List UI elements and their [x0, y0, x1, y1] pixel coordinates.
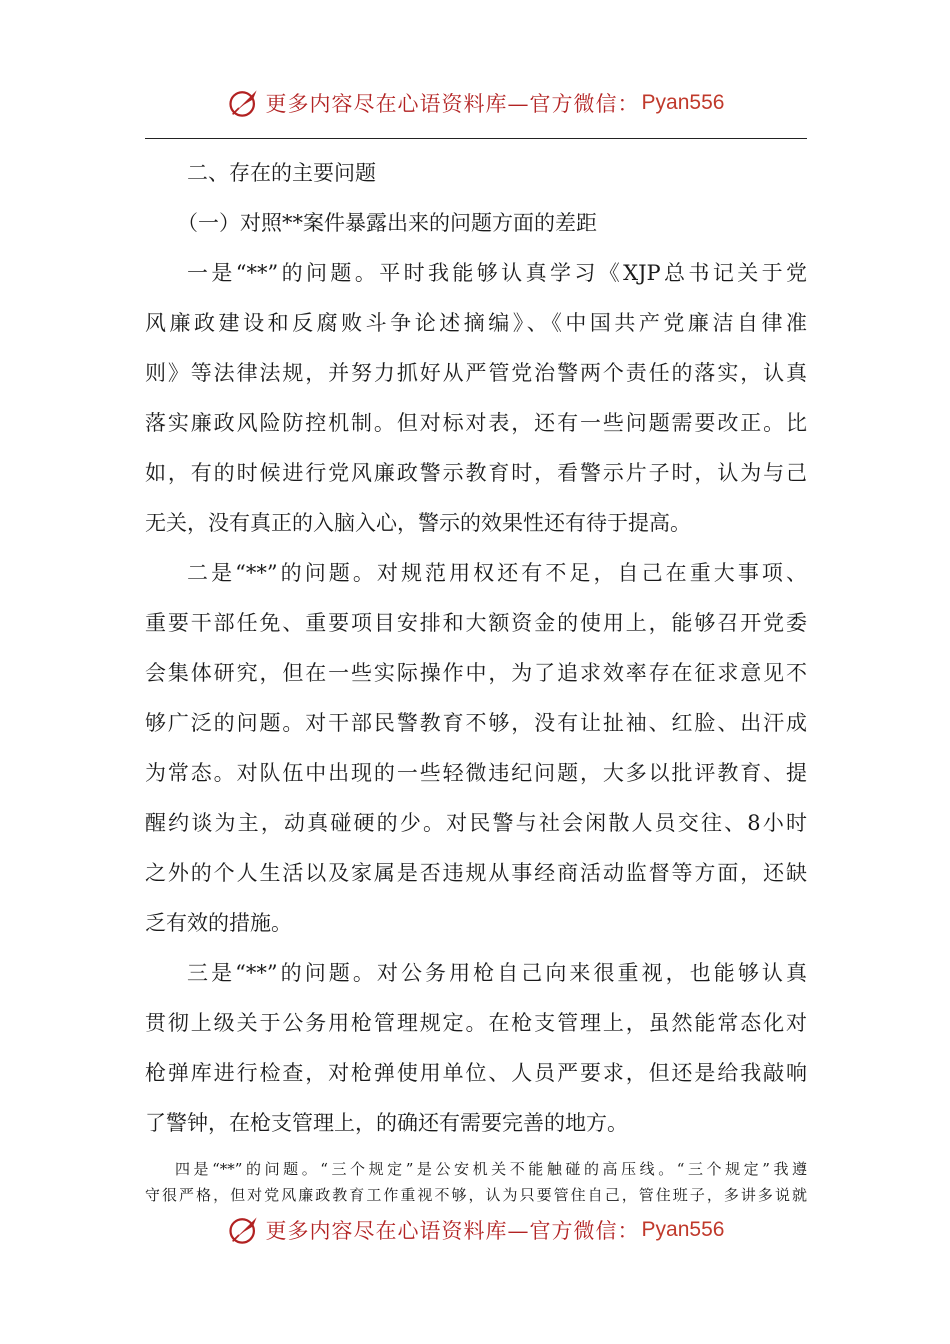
paragraph-line: 贯彻上级关于公务用枪管理规定。在枪支管理上，虽然能常态化对	[145, 1011, 807, 1035]
section-heading: 二、存在的主要问题	[187, 161, 376, 185]
paragraph-line: 枪弹库进行检查，对枪弹使用单位、人员严要求，但还是给我敲响	[145, 1061, 807, 1085]
paragraph-line: 风廉政建设和反腐败斗争论述摘编》、《中国共产党廉洁自律准	[145, 311, 807, 335]
paragraph-line: 为常态。对队伍中出现的一些轻微违纪问题，大多以批评教育、提	[145, 761, 807, 785]
watermark-handle: Pyan556	[641, 1218, 725, 1241]
small-paragraph-line: 守很严格，但对党风廉政教育工作重视不够，认为只要管住自己，管住班子，多讲多说就	[145, 1186, 807, 1204]
paragraph-line: 一是“**”的问题。平时我能够认真学习《XJP总书记关于党	[187, 261, 807, 285]
paragraph-line: 落实廉政风险防控机制。但对标对表，还有一些问题需要改正。比	[145, 411, 807, 435]
paragraph-line: 三是“**”的问题。对公务用枪自己向来很重视，也能够认真	[187, 961, 807, 985]
subsection-heading: （一）对照**案件暴露出来的问题方面的差距	[177, 211, 597, 235]
paragraph-line: 会集体研究，但在一些实际操作中，为了追求效率存在征求意见不	[145, 661, 807, 685]
small-paragraph	[145, 1156, 807, 1208]
header-rule	[145, 138, 807, 139]
paragraph-line: 乏有效的措施。	[145, 911, 292, 935]
paragraph-line: 够广泛的问题。对干部民警教育不够，没有让扯袖、红脸、出汗成	[145, 711, 807, 735]
watermark-text: 更多内容尽在心语资料库—官方微信：	[265, 1219, 640, 1243]
paragraph-line: 重要干部任免、重要项目安排和大额资金的使用上，能够召开党委	[145, 611, 807, 635]
document-body	[145, 148, 807, 1208]
watermark-banner-bottom	[0, 1205, 950, 1255]
paragraph-line: 了警钟，在枪支管理上，的确还有需要完善的地方。	[145, 1111, 628, 1135]
small-paragraph-line: 四是“**”的问题。“三个规定”是公安机关不能触碰的高压线。“三个规定”我遵	[175, 1160, 807, 1178]
paragraph-line: 二是“**”的问题。对规范用权还有不足，自己在重大事项、	[187, 561, 807, 585]
paragraph-line: 如，有的时候进行党风廉政警示教育时，看警示片子时，认为与己	[145, 461, 807, 485]
quill-logo-icon	[226, 85, 262, 121]
quill-logo-icon	[226, 1212, 262, 1248]
watermark-banner-top	[0, 78, 950, 128]
paragraph-line: 之外的个人生活以及家属是否违规从事经商活动监督等方面，还缺	[145, 861, 807, 885]
watermark-handle: Pyan556	[641, 91, 725, 114]
paragraph-line: 无关，没有真正的入脑入心，警示的效果性还有待于提高。	[145, 511, 691, 535]
paragraph-line: 醒约谈为主，动真碰硬的少。对民警与社会闲散人员交往、8小时	[145, 811, 807, 835]
paragraph-line: 则》等法律法规，并努力抓好从严管党治警两个责任的落实，认真	[145, 361, 807, 385]
watermark-text: 更多内容尽在心语资料库—官方微信：	[265, 92, 640, 116]
